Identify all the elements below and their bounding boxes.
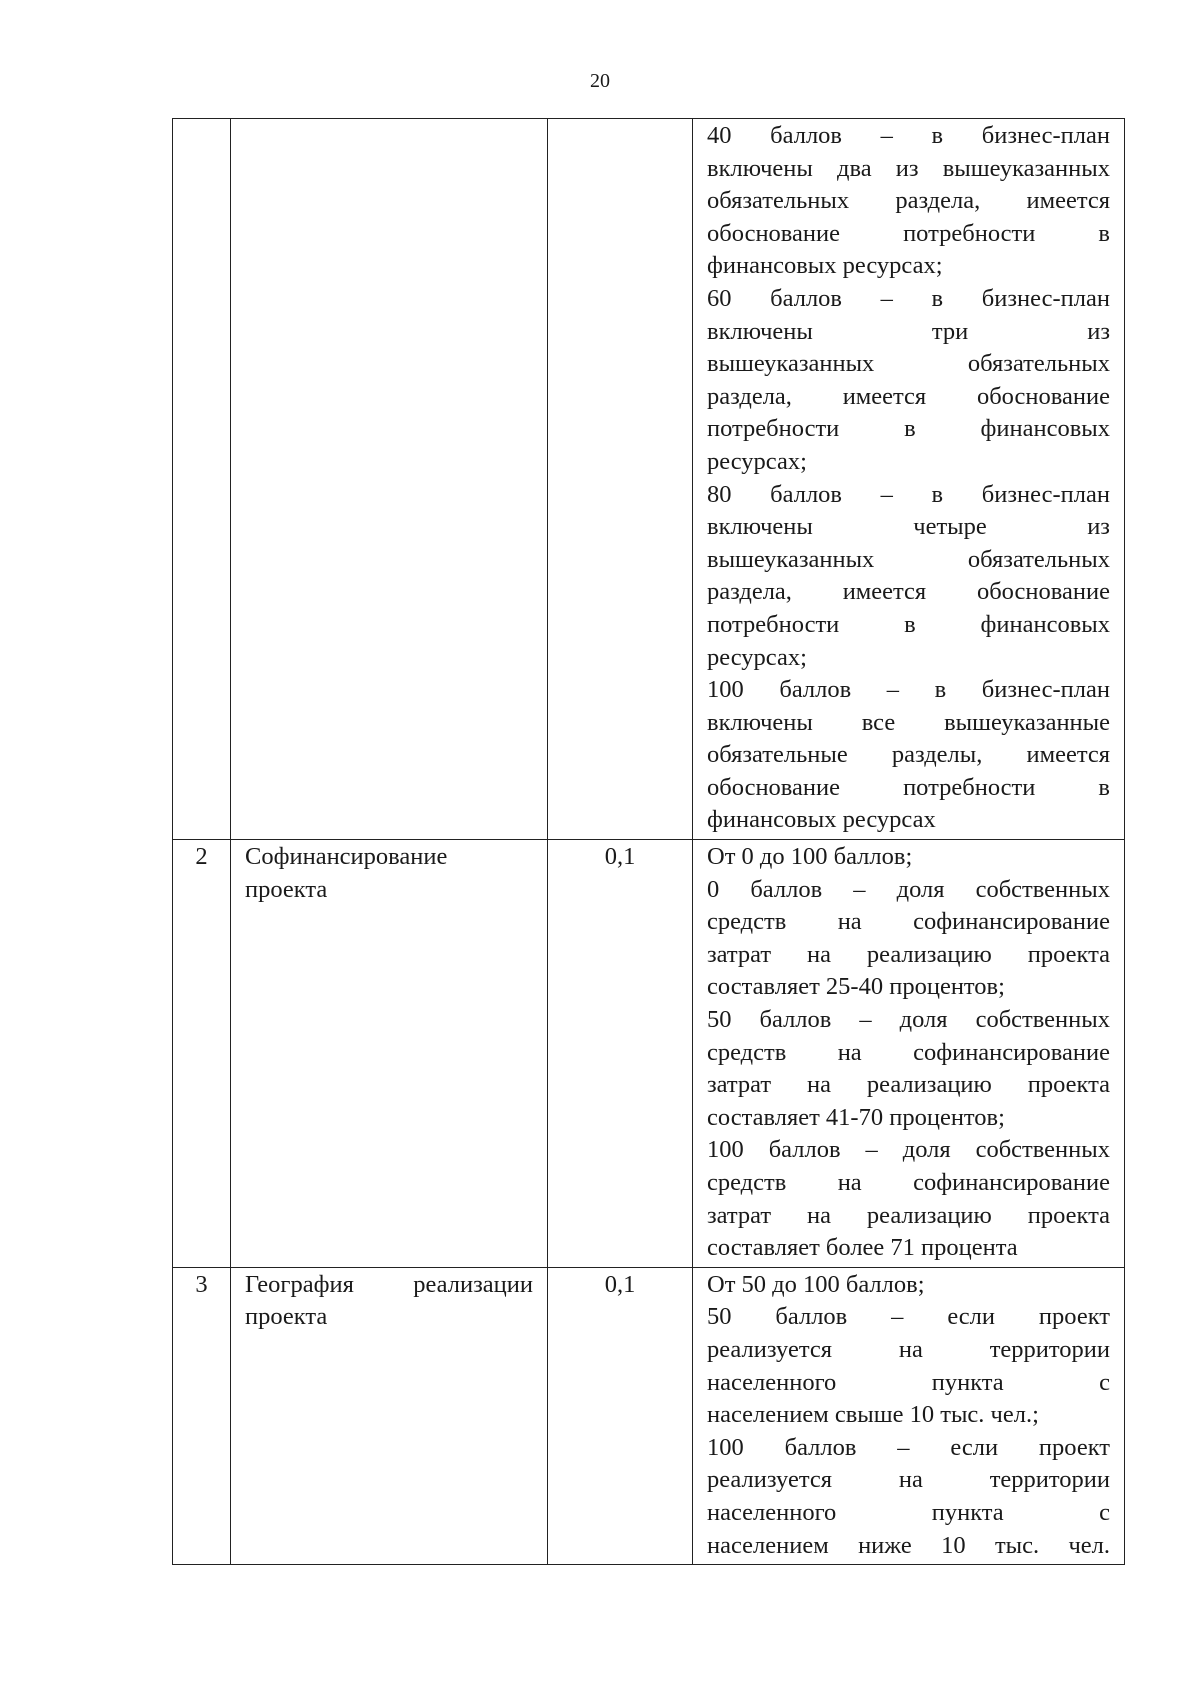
text-line: От 0 до 100 баллов; bbox=[707, 843, 913, 871]
criterion-weight bbox=[548, 119, 693, 840]
text-line: потребности в финансовых bbox=[707, 610, 1110, 638]
text-line: От 50 до 100 баллов; bbox=[707, 1270, 925, 1298]
text-line: 50 баллов – доля собственных bbox=[707, 1006, 1110, 1034]
criterion-description bbox=[693, 119, 1125, 840]
criteria-table bbox=[172, 118, 1125, 1565]
text-line: реализуется на территории bbox=[707, 1335, 1110, 1363]
text-line: ресурсах; bbox=[707, 643, 807, 671]
text-line: средств на софинансирование bbox=[707, 1169, 1110, 1196]
text-line: раздела, имеется обоснование bbox=[707, 578, 1110, 606]
criterion-weight: 0,1 bbox=[548, 840, 693, 1268]
criterion-name bbox=[231, 1267, 548, 1564]
text-line: 80 баллов – в бизнес-план bbox=[707, 480, 1110, 508]
text-line: потребности в финансовых bbox=[707, 415, 1110, 443]
text-line: населением свыше 10 тыс. чел.; bbox=[707, 1401, 1039, 1429]
text-line: включены два из вышеуказанных bbox=[707, 154, 1110, 182]
text-line: обоснование потребности в bbox=[707, 773, 1110, 801]
criterion-description bbox=[693, 840, 1125, 1268]
text-line: включены три из bbox=[707, 317, 1110, 345]
text-line: составляет более 71 процента bbox=[707, 1234, 1018, 1262]
text-line: 50 баллов – если проект bbox=[707, 1303, 1110, 1331]
text-line: 100 баллов – доля собственных bbox=[707, 1136, 1110, 1164]
table-row bbox=[173, 840, 1125, 1268]
text-line: затрат на реализацию проекта bbox=[707, 940, 1110, 968]
row-number: 3 bbox=[173, 1267, 231, 1564]
text-line: 100 баллов – если проект bbox=[707, 1433, 1110, 1461]
text-line: реализуется на территории bbox=[707, 1466, 1110, 1494]
text-line: 100 баллов – в бизнес-план bbox=[707, 676, 1110, 704]
text-line: 0 баллов – доля собственных bbox=[707, 875, 1110, 903]
text-line: ресурсах; bbox=[707, 447, 807, 475]
text-line: населением ниже 10 тыс. чел. bbox=[707, 1531, 1110, 1559]
text-line: финансовых ресурсах; bbox=[707, 252, 943, 280]
text-line: средств на софинансирование bbox=[707, 908, 1110, 936]
text-line: обоснование потребности в bbox=[707, 219, 1110, 247]
text-line: 40 баллов – в бизнес-план bbox=[707, 122, 1110, 149]
text-line: включены четыре из bbox=[707, 513, 1110, 541]
text-line: раздела, имеется обоснование bbox=[707, 382, 1110, 410]
criterion-name: Софинансирование проекта bbox=[231, 840, 548, 1268]
text-line: составляет 25-40 процентов; bbox=[707, 973, 1005, 1001]
text-line: затрат на реализацию проекта bbox=[707, 1201, 1110, 1229]
row-number: 2 bbox=[173, 840, 231, 1268]
criterion-weight: 0,1 bbox=[548, 1267, 693, 1564]
text-line: 60 баллов – в бизнес-план bbox=[707, 284, 1110, 312]
text-line: География реализации bbox=[245, 1270, 533, 1298]
text-line: вышеуказанных обязательных bbox=[707, 545, 1110, 573]
criterion-name bbox=[231, 119, 548, 840]
row-number bbox=[173, 119, 231, 840]
text-line: обязательные разделы, имеется bbox=[707, 741, 1110, 769]
text-line: средств на софинансирование bbox=[707, 1038, 1110, 1066]
page-number: 20 bbox=[590, 70, 610, 92]
text-line: обязательных раздела, имеется bbox=[707, 187, 1110, 215]
table-row bbox=[173, 119, 1125, 840]
text-line: проекта bbox=[245, 1303, 328, 1331]
text-line: затрат на реализацию проекта bbox=[707, 1071, 1110, 1099]
text-line: включены все вышеуказанные bbox=[707, 708, 1110, 736]
criterion-description bbox=[693, 1267, 1125, 1564]
text-line: финансовых ресурсах bbox=[707, 806, 936, 834]
text-line: составляет 41-70 процентов; bbox=[707, 1103, 1005, 1131]
text-line: вышеуказанных обязательных bbox=[707, 350, 1110, 378]
text-line: населенного пункта с bbox=[707, 1498, 1110, 1526]
table-row bbox=[173, 1267, 1125, 1564]
text-line: населенного пункта с bbox=[707, 1368, 1110, 1396]
